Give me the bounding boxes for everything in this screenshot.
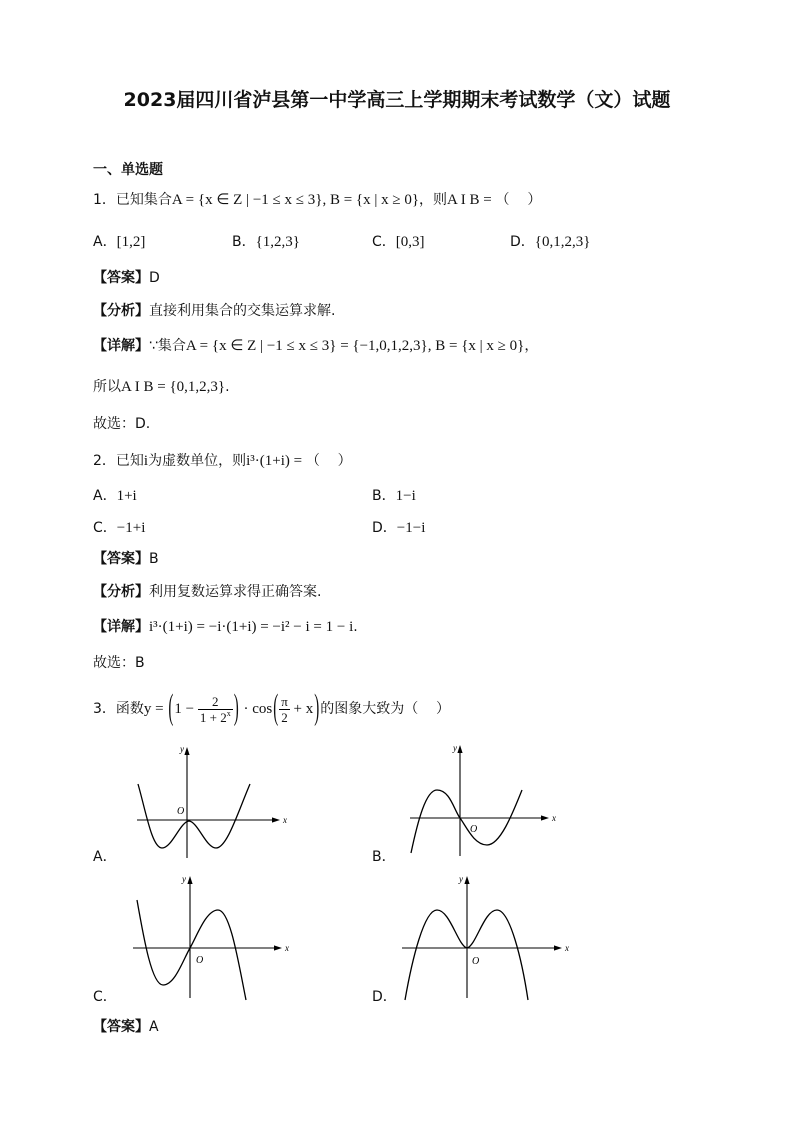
y-axis-arrow [457,745,462,753]
option-value: {1,2,3} [255,234,301,250]
option-letter: D． [372,989,397,1005]
option-letter: A． [93,234,117,250]
choose-text: 故选：B [93,655,145,671]
y-axis-label: y [459,874,463,884]
detail-label: 【详解】 [93,619,149,635]
option-value: [0,3] [395,234,425,250]
q2-option-a [93,487,137,505]
page-title: 2023届四川省泸县第一中学高三上学期期末考试数学（文）试题 [123,89,671,111]
q3-answer [93,1018,159,1036]
fraction [199,694,232,725]
q3-option-a [93,848,117,866]
option-value: −1+i [116,520,146,536]
detail-text: ∵集合 [149,338,186,354]
graph-option-c [125,868,295,1004]
math-expression: A I B = [447,192,496,208]
question-number: 3． [93,701,116,717]
q1-analysis [93,302,335,320]
fraction-denominator [199,710,232,725]
answer-label: 【答案】 [93,1019,149,1035]
choose-text: 故选：D. [93,416,151,432]
x-axis-arrow [272,817,280,822]
section-heading-text: 一、单选题 [93,162,163,178]
left-paren: ( [168,689,174,729]
section-heading [93,161,163,179]
answer-value: B [149,551,159,567]
formula-lhs: y = [143,701,168,717]
option-letter: A． [93,488,117,504]
analysis-text: 利用复数运算求得正确答案. [149,584,322,600]
q2-option-b [372,487,416,505]
x-axis-label: x [283,815,287,825]
denominator-base: 1 + 2 [199,709,227,725]
math-expression: A = {x ∈ Z | −1 ≤ x ≤ 3}, B = {x | x ≥ 0} [171,192,420,208]
option-value: 1−i [395,488,416,504]
answer-blank: （ ） [495,192,542,208]
option-value: −1−i [396,520,426,536]
fraction-denominator: 2 [281,709,288,725]
formula-term: + x [289,701,314,717]
question-number: 2． [93,453,116,469]
math-expression: A = {x ∈ Z | −1 ≤ x ≤ 3} = {−1,0,1,2,3}, B = {x | x ≥ 0} [185,338,525,354]
origin-label: O [470,824,478,835]
fraction [280,694,289,725]
option-value: 1+i [116,488,137,504]
question-text: 已知 [115,453,144,469]
q1-option-a [93,233,145,251]
x-axis-arrow [541,815,549,820]
answer-value: D [149,270,160,286]
q3-option-c [93,988,117,1006]
option-letter: D． [372,520,397,536]
question-3-stem [93,688,450,730]
detail-text: ， [524,338,539,354]
x-axis-label: x [565,943,569,953]
q1-option-c [372,233,425,251]
detail-label: 【详解】 [93,338,149,354]
q1-option-d [510,233,590,251]
x-axis-arrow [274,945,282,950]
math-expression: i³·(1+i) = [246,453,306,469]
right-paren: ) [233,689,239,729]
graph-option-d [395,868,573,1004]
detail-text: . [353,619,358,635]
question-text: 的图象大致为（ ） [320,701,451,717]
x-axis-label: x [285,943,289,953]
graph-option-b [400,738,560,862]
option-letter: D． [510,234,535,250]
option-letter: C． [93,989,117,1005]
function-curve [138,784,250,848]
x-axis-arrow [554,945,562,950]
y-axis-arrow [187,876,192,884]
q2-analysis [93,583,321,601]
analysis-label: 【分析】 [93,303,149,319]
q1-answer [93,269,160,287]
q1-conclusion [93,378,230,396]
origin-label: O [177,806,185,817]
question-text: 为虚数单位，则 [148,453,247,469]
question-2-stem [93,452,352,470]
math-variable: i [143,453,149,469]
answer-blank: （ ） [305,453,352,469]
option-letter: B． [232,234,256,250]
answer-label: 【答案】 [93,270,149,286]
answer-value: A [149,1019,159,1035]
denominator-exponent: x [226,708,231,718]
function-curve [137,900,246,1000]
q2-choose [93,654,145,672]
y-axis-label: y [180,744,184,754]
q1-option-b [232,233,300,251]
x-axis-label: x [552,813,556,823]
question-text: 函数 [115,701,144,717]
left-paren: ( [273,689,279,729]
question-number: 1． [93,192,116,208]
question-text: 已知集合 [115,192,172,208]
formula-term: · cos [239,701,273,717]
detail-text: 所以 [93,379,121,395]
analysis-label: 【分析】 [93,584,149,600]
option-letter: C． [372,234,396,250]
q2-detail [93,618,358,636]
answer-label: 【答案】 [93,551,149,567]
option-value: [1,2] [116,234,146,250]
q3-option-b [372,848,396,866]
origin-label: O [196,955,204,966]
question-1-stem [93,191,541,209]
origin-label: O [472,956,480,967]
q2-option-d [372,519,425,537]
option-value: {0,1,2,3} [534,234,591,250]
right-paren: ) [314,689,320,729]
q2-answer [93,550,159,568]
y-axis-label: y [182,874,186,884]
option-letter: A． [93,849,117,865]
math-expression: i³·(1+i) = −i·(1+i) = −i² − i = 1 − i [149,619,354,635]
function-curve [411,790,522,853]
q3-option-d [372,988,397,1006]
fraction-numerator: π [281,693,288,709]
detail-text: . [225,379,230,395]
fraction-numerator: 2 [198,694,233,710]
option-letter: B． [372,849,396,865]
y-axis-arrow [464,876,469,884]
question-text: ，则 [419,192,448,208]
option-letter: C． [93,520,117,536]
q1-detail [93,337,538,355]
formula-term: 1 − [174,701,198,717]
y-axis-label: y [453,743,457,753]
y-axis-arrow [184,747,189,755]
q1-choose [93,415,150,433]
math-expression: A I B = {0,1,2,3} [121,379,226,395]
analysis-text: 直接利用集合的交集运算求解. [149,303,336,319]
option-letter: B． [372,488,396,504]
graph-option-a [125,738,295,864]
q2-option-c [93,519,145,537]
